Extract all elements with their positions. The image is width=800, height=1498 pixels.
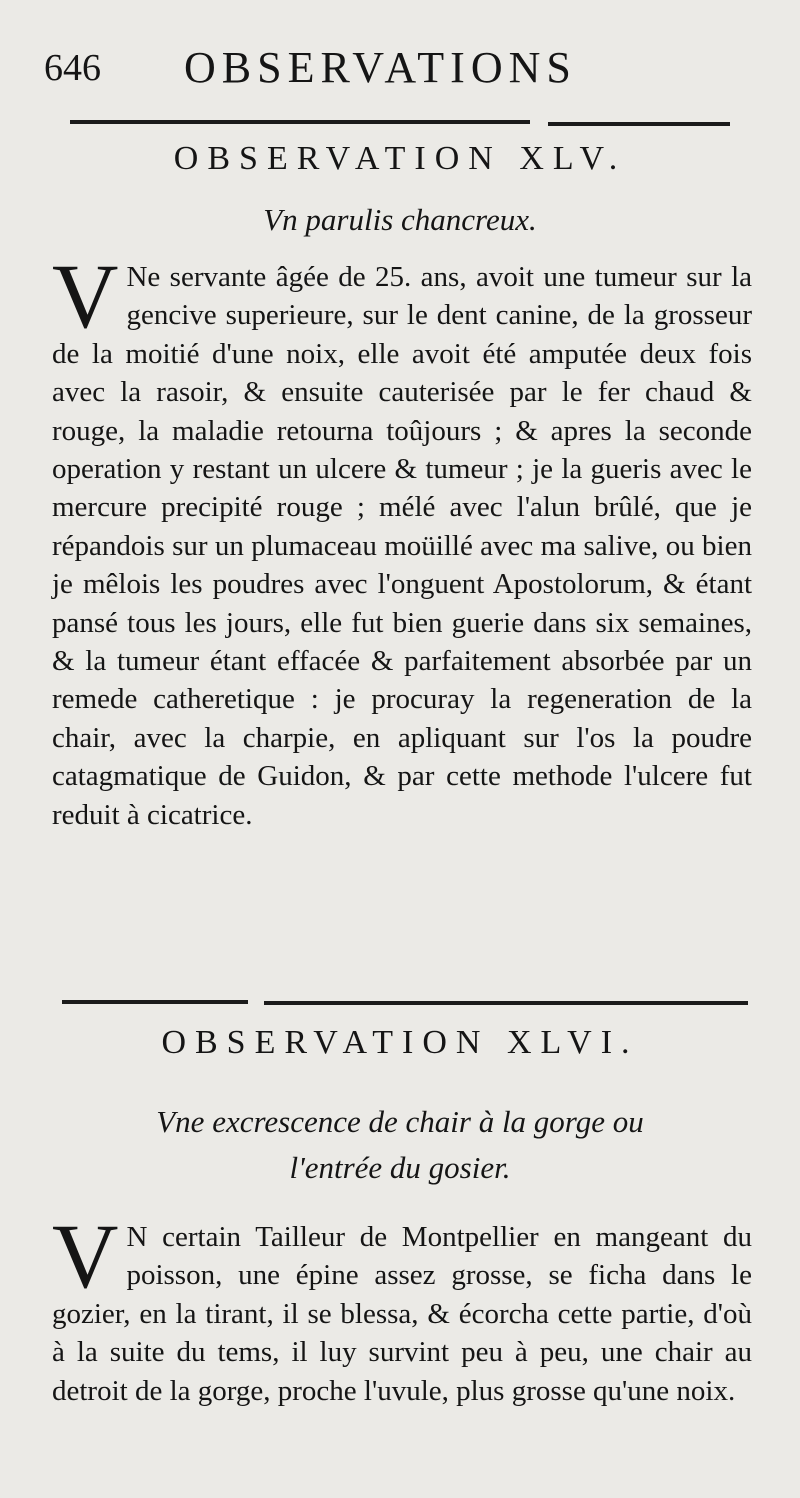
- running-title: OBSERVATIONS: [184, 43, 577, 92]
- observation-46-text: N certain Tailleur de Montpellier en mangeant du poisson, une épine assez grosse, se ficha dans le gozier, en la tirant, il se blessa, & écorcha cette partie, d'où à la suite du tems, il luy survint peu à peu, une chair au detroit de la gorge, proche l'uvule, plus grosse qu'une noix.: [52, 1221, 752, 1407]
- observation-45-body: [52, 245, 752, 970]
- observation-45-text: Ne servante âgée de 25. ans, avoit une tumeur sur la gencive superieure, sur le dent canine, de la grosseur de la moitié d'une noix, elle avoit été amputée deux fois avec la rasoir, & ensuite cauterisée par le fer chaud & rouge, la maladie retourna toûjours ; & apres la seconde operation y restant un ulcere & tumeur ; je la gueris avec le mercure precipité rouge ; mélé avec l'alun brûlé, que je répandois sur un plumaceau moüillé avec ma salive, ou bien je mêlois les poudres avec l'onguent Apostolorum, & étant pansé tous les jours, elle fut bien guerie dans six semaines, & la tumeur étant effacée & parfaitement absorbée par un remede catheretique : je procuray la regeneration de la chair, avec la charpie, en apliquant sur l'os la poudre catagmatique de Guidon, & par cette methode l'ulcere fut reduit à cicatrice.: [52, 261, 752, 831]
- observation-46-body: [52, 1205, 752, 1458]
- observation-45-dropcap: V: [52, 245, 119, 347]
- page-number: 646: [44, 47, 101, 89]
- section-rule-left: [62, 1000, 248, 1004]
- observation-46-subtitle-line2: l'entrée du gosier.: [289, 1150, 511, 1185]
- observation-45-subtitle: Vn parulis chancreux.: [263, 202, 537, 237]
- observation-46-heading: OBSERVATION XLVI.: [161, 1024, 639, 1061]
- observation-46-dropcap: V: [52, 1205, 119, 1307]
- running-head: [44, 40, 760, 100]
- observation-45-heading: OBSERVATION XLV.: [173, 140, 627, 177]
- header-rule-left: [70, 120, 530, 124]
- header-rule-right: [548, 122, 730, 126]
- section-rule-right: [264, 1001, 748, 1005]
- observation-46-subtitle-line1: Vne excrescence de chair à la gorge ou: [156, 1104, 644, 1139]
